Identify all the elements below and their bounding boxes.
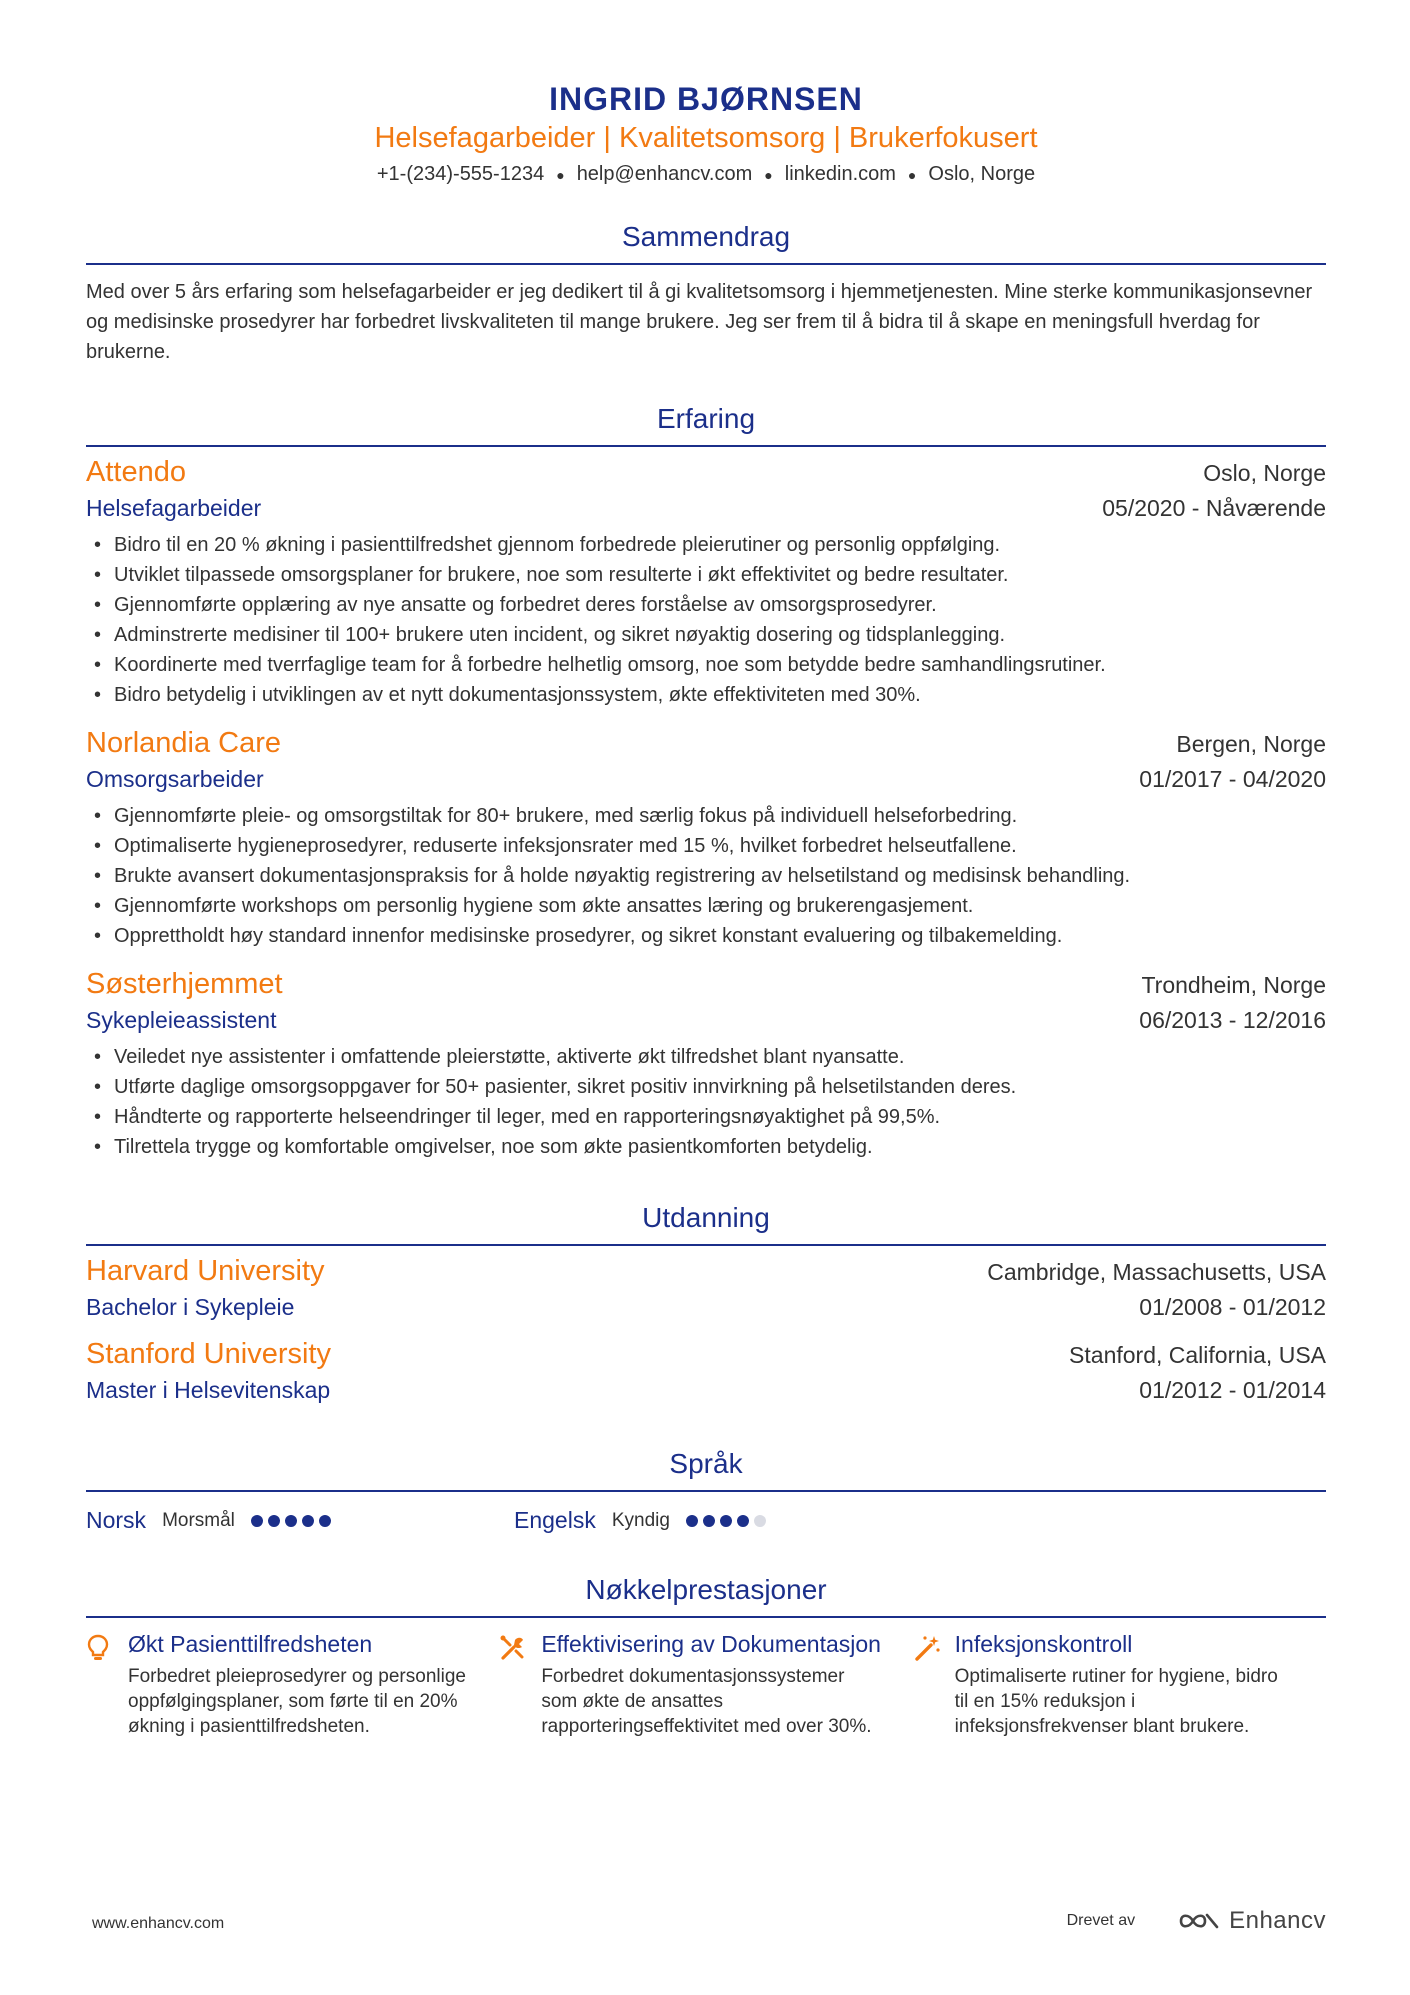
language-item (514, 1507, 942, 1534)
job-dates: 06/2013 - 12/2016 (1139, 1006, 1326, 1033)
summary-text: Med over 5 års erfaring som helsefagarbeider er jeg dedikert til å gi kvalitetsomsorg i hjemmetjenesten. Mine sterke kommunikasjonsevner og medisinske prosedyrer har forbedret livskvaliteten til mange brukere. Jeg ser frem til å bidra til å skape en meningsfull hverdag for brukerne. (86, 280, 1313, 363)
rating-dot-filled (737, 1515, 749, 1527)
achievement-description: Optimaliserte rutiner for hygiene, bidro til en 15% reduksjon i infeksjonsfrekvenser blant brukere. (954, 1665, 1278, 1737)
language-level: Morsmål (162, 1509, 235, 1531)
bullet-item: • Bidro til en 20 % økning i pasienttilfredshet gjennom forbedrede pleierutiner og personlig oppfølging. (86, 530, 1326, 560)
bullet-item: • Brukte avansert dokumentasjonspraksis for å holde nøyaktig registrering av helsetilstand og medisinsk behandling. (86, 861, 1326, 891)
separator-dot: ● (764, 166, 773, 183)
section-divider (86, 1616, 1326, 1618)
section-heading-summary: Sammendrag (621, 220, 791, 252)
rating-dot-filled (268, 1515, 280, 1527)
rating-dot-filled (319, 1515, 331, 1527)
enhancv-logo-icon (1177, 1909, 1221, 1933)
lightbulb-icon (86, 1630, 128, 1739)
education-section (86, 1200, 1326, 1406)
bullet-item: • Adminstrerte medisiner til 100+ brukere uten incident, og sikret nøyaktig dosering og tidsplanlegging. (86, 620, 1326, 650)
rating-dot-filled (251, 1515, 263, 1527)
language-name: Engelsk (514, 1507, 596, 1534)
candidate-name: INGRID BJØRNSEN (549, 81, 863, 117)
education-entry (86, 1335, 1326, 1406)
summary-section (86, 219, 1326, 367)
achievement-title: Effektivisering av Dokumentasjon (541, 1630, 881, 1657)
achievement-item (86, 1630, 499, 1739)
section-heading-education: Utdanning (642, 1201, 770, 1233)
brand-name[interactable]: Enhancv (1229, 1907, 1326, 1934)
tools-icon (499, 1630, 541, 1739)
rating-dot-filled (302, 1515, 314, 1527)
job-dates: 01/2017 - 04/2020 (1139, 765, 1326, 792)
section-heading-achievements: Nøkkelprestasjoner (585, 1573, 827, 1605)
languages-section (86, 1446, 1326, 1538)
contact-linkedin[interactable]: linkedin.com (784, 163, 896, 185)
bullet-item: • Håndterte og rapporterte helseendringer til leger, med en rapporteringsnøyaktighet på 99,5%. (86, 1102, 1326, 1132)
footer-website[interactable]: www.enhancv.com (92, 1915, 225, 1932)
achievement-title: Økt Pasienttilfredsheten (128, 1630, 373, 1657)
contact-line (86, 160, 1326, 189)
language-name: Norsk (86, 1507, 147, 1534)
separator-dot: ● (556, 166, 565, 183)
education-entry (86, 1252, 1326, 1323)
achievements-section (86, 1572, 1326, 1739)
school-location: Cambridge, Massachusetts, USA (987, 1258, 1326, 1285)
bullet-item: • Veiledet nye assistenter i omfattende pleierstøtte, aktiverte økt tilfredshet blant nyansatte. (86, 1042, 1326, 1072)
achievement-description: Forbedret dokumentasjonssystemer som økte de ansattes rapporteringseffektivitet med over 30%. (541, 1665, 872, 1737)
bullet-item: • Tilrettela trygge og komfortable omgivelser, noe som økte pasientkomforten betydelig. (86, 1132, 1326, 1162)
bullet-item: • Utførte daglige omsorgsoppgaver for 50+ pasienter, sikret positiv innvirkning på helsetilstanden deres. (86, 1072, 1326, 1102)
language-rating (251, 1515, 336, 1527)
achievement-item (913, 1630, 1326, 1739)
section-divider (86, 1244, 1326, 1246)
school-location: Stanford, California, USA (1069, 1341, 1326, 1368)
job-role: Omsorgsarbeider (86, 765, 264, 792)
school-name: Stanford University (86, 1337, 331, 1370)
job-role: Helsefagarbeider (86, 494, 262, 521)
section-heading-languages: Språk (669, 1447, 743, 1479)
bullet-item: • Gjennomførte opplæring av nye ansatte og forbedret deres forståelse av omsorgsprosedyrer. (86, 590, 1326, 620)
bullet-item: • Gjennomførte workshops om personlig hygiene som økte ansattes læring og brukerengasjement. (86, 891, 1326, 921)
resume-header (86, 0, 1326, 189)
degree-name: Master i Helsevitenskap (86, 1376, 331, 1403)
company-name: Attendo (86, 455, 186, 488)
job-bullets (86, 1042, 1326, 1162)
bullet-item: • Utviklet tilpassede omsorgsplaner for brukere, noe som resulterte i økt effektivitet og bedre resultater. (86, 560, 1326, 590)
section-divider (86, 445, 1326, 447)
bullet-item: • Optimaliserte hygieneprosedyrer, reduserte infeksjonsrater med 15 %, hvilket forbedret helseutfallene. (86, 831, 1326, 861)
achievement-item (499, 1630, 912, 1739)
contact-location: Oslo, Norge (928, 163, 1036, 185)
resume-footer (86, 1905, 1326, 1945)
magic-wand-icon (913, 1630, 955, 1739)
job-location: Bergen, Norge (1176, 730, 1326, 757)
experience-entry (86, 453, 1326, 710)
experience-section (86, 401, 1326, 1162)
job-dates: 05/2020 - Nåværende (1102, 494, 1326, 521)
rating-dot-filled (720, 1515, 732, 1527)
footer-brand (1067, 1907, 1326, 1935)
bullet-item: • Opprettholdt høy standard innenfor medisinske prosedyrer, og sikret konstant evaluering og tilbakemelding. (86, 921, 1326, 951)
company-name: Norlandia Care (86, 726, 282, 759)
experience-entry (86, 965, 1326, 1162)
contact-phone[interactable]: +1-(234)-555-1234 (376, 163, 545, 185)
rating-dot-filled (703, 1515, 715, 1527)
experience-entry (86, 724, 1326, 951)
rating-dot-filled (686, 1515, 698, 1527)
job-location: Oslo, Norge (1203, 459, 1326, 486)
language-level: Kyndig (611, 1509, 670, 1531)
degree-name: Bachelor i Sykepleie (86, 1293, 295, 1320)
education-dates: 01/2008 - 01/2012 (1139, 1293, 1326, 1320)
section-divider (86, 1490, 1326, 1492)
bullet-item: • Gjennomførte pleie- og omsorgstiltak for 80+ brukere, med særlig fokus på individuell helseforbedring. (86, 801, 1326, 831)
achievement-list (86, 1630, 1326, 1739)
achievement-description: Forbedret pleieprosedyrer og personlige oppfølgingsplaner, som førte til en 20% økning i pasienttilfredsheten. (128, 1665, 466, 1737)
job-bullets (86, 801, 1326, 951)
resume-page (86, 0, 1326, 1995)
section-divider (86, 263, 1326, 265)
powered-by-label: Drevet av (1066, 1912, 1136, 1929)
section-heading-experience: Erfaring (656, 402, 756, 434)
school-name: Harvard University (86, 1254, 325, 1287)
job-bullets (86, 530, 1326, 710)
job-role: Sykepleieassistent (86, 1006, 277, 1033)
achievement-title: Infeksjonskontroll (954, 1630, 1133, 1657)
contact-email[interactable]: help@enhancv.com (576, 163, 753, 185)
job-location: Trondheim, Norge (1141, 971, 1326, 998)
bullet-item: • Bidro betydelig i utviklingen av et nytt dokumentasjonssystem, økte effektiviteten med 30%. (86, 680, 1326, 710)
language-rating (686, 1515, 771, 1527)
bullet-item: • Koordinerte med tverrfaglige team for å forbedre helhetlig omsorg, noe som betydde bedre samhandlingsrutiner. (86, 650, 1326, 680)
rating-dot-filled (285, 1515, 297, 1527)
candidate-title: Helsefagarbeider | Kvalitetsomsorg | Brukerfokusert (374, 122, 1038, 154)
language-item (86, 1507, 514, 1534)
rating-dot-empty (754, 1515, 766, 1527)
company-name: Søsterhjemmet (86, 967, 283, 1000)
education-dates: 01/2012 - 01/2014 (1139, 1376, 1326, 1403)
language-list (86, 1504, 1326, 1538)
separator-dot: ● (907, 166, 917, 183)
